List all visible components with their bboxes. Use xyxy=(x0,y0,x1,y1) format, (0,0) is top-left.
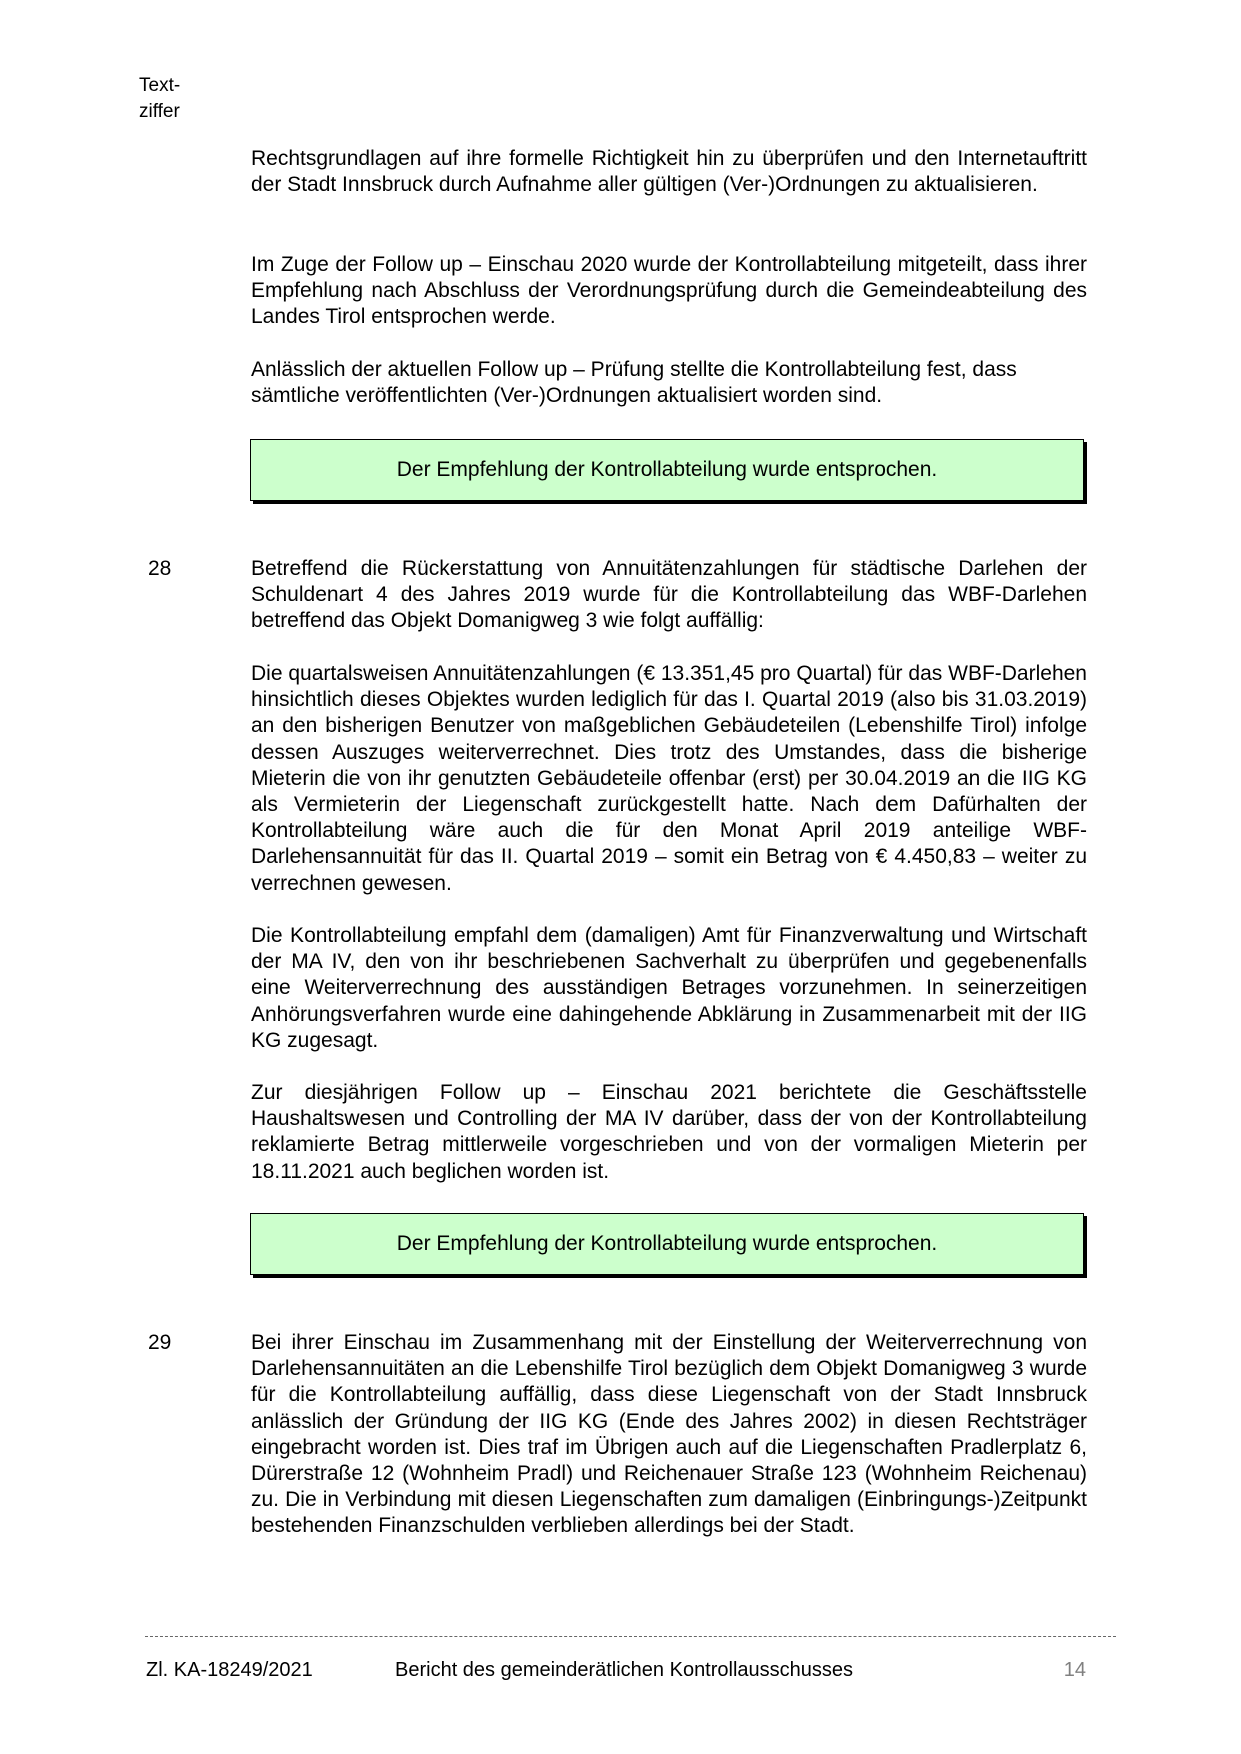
footer-report-title: Bericht des gemeinderätlichen Kontrollausschusses xyxy=(395,1659,854,1681)
margin-label-line2: ziffer xyxy=(139,101,180,122)
footer-page-number: 14 xyxy=(1063,1659,1086,1681)
section28-paragraph-3: Die Kontrollabteilung empfahl dem (damaligen) Amt für Finanzverwaltung und Wirtschaft der MA IV, den von ihr beschriebenen Sachverhalt zu überprüfen und gegebenenfalls eine Weiterverrechnung des ausständigen Betrages vorzunehmen. In seinerzeitigen Anhörungsverfahren wurde eine dahingehende Abklärung in Zusammenarbeit mit der IIG KG zugesagt. xyxy=(251,924,1087,1052)
margin-label-textziffer xyxy=(139,73,180,125)
section-number-28: 28 xyxy=(148,557,172,580)
section28-paragraph-1: Betreffend die Rückerstattung von Annuitätenzahlungen für städtische Darlehen der Schuldenart 4 des Jahres 2019 wurde für die Kontrollabteilung das WBF-Darlehen betreffend das Objekt Domanigweg 3 wie folgt auffällig: xyxy=(251,557,1087,633)
section28-paragraph-4: Zur diesjährigen Follow up – Einschau 2021 berichtete die Geschäftsstelle Haushaltswesen und Controlling der MA IV darüber, dass der von der Kontrollabteilung reklamierte Betrag mittlerweile vorgeschrieben und von der vormaligen Mieterin per 18.11.2021 auch beglichen worden ist. xyxy=(251,1081,1087,1183)
continuation-paragraph-1: Rechtsgrundlagen auf ihre formelle Richtigkeit hin zu überprüfen und den Internetauftritt der Stadt Innsbruck durch Aufnahme aller gültigen (Ver-)Ordnungen zu aktualisieren. xyxy=(251,147,1087,197)
margin-label-line1: Text- xyxy=(139,75,181,96)
recommendation-box-2-text: Der Empfehlung der Kontrollabteilung wurde entsprochen. xyxy=(396,1232,938,1255)
section28-paragraph-2: Die quartalsweisen Annuitätenzahlungen (€ 13.351,45 pro Quartal) für das WBF-Darlehen hinsichtlich dieses Objektes wurden lediglich für das I. Quartal 2019 (also bis 31.03.2019) an den bisherigen Benutzer von maßgeblichen Gebäudeteilen (Lebenshilfe Tirol) infolge dessen Auszuges weiterverrechnet. Dies trotz des Umstandes, dass die bisherige Mieterin die von ihr genutzten Gebäudeteile offenbar (erst) per 30.04.2019 an die IIG KG als Vermieterin der Liegenschaft zurückgestellt hatte. Nach dem Dafürhalten der Kontrollabteilung wäre auch die für den Monat April 2019 anteilige WBF-Darlehensannuität für das II. Quartal 2019 – somit ein Betrag von € 4.450,83 – weiter zu verrechnen gewesen. xyxy=(251,662,1087,895)
section29-paragraph-1: Bei ihrer Einschau im Zusammenhang mit der Einstellung der Weiterverrechnung von Darlehensannuitäten an die Lebenshilfe Tirol bezüglich dem Objekt Domanigweg 3 wurde für die Kontrollabteilung auffällig, dass diese Liegenschaft von der Stadt Innsbruck anlässlich der Gründung der IIG KG (Ende des Jahres 2002) in diesen Rechtsträger eingebracht worden ist. Dies traf im Übrigen auch auf die Liegenschaften Pradlerplatz 6, Dürerstraße 12 (Wohnheim Pradl) und Reichenauer Straße 123 (Wohnheim Reichenau) zu. Die in Verbindung mit diesen Liegenschaften zum damaligen (Einbringungs-)Zeitpunkt bestehenden Finanzschulden verblieben allerdings bei der Stadt. xyxy=(251,1331,1087,1538)
recommendation-box-1-text: Der Empfehlung der Kontrollabteilung wurde entsprochen. xyxy=(396,458,938,481)
footer-divider xyxy=(145,1636,1116,1637)
recommendation-box-2 xyxy=(250,1213,1084,1275)
continuation-paragraph-2: Im Zuge der Follow up – Einschau 2020 wurde der Kontrollabteilung mitgeteilt, dass ihrer Empfehlung nach Abschluss der Verordnungsprüfung durch die Gemeindeabteilung des Landes Tirol entsprochen werde. xyxy=(251,253,1087,329)
recommendation-box-1 xyxy=(250,439,1084,501)
footer-document-id: Zl. KA-18249/2021 xyxy=(146,1659,313,1681)
continuation-paragraph-3: Anlässlich der aktuellen Follow up – Prüfung stellte die Kontrollabteilung fest, dass sämtliche veröffentlichten (Ver-)Ordnungen aktualisiert worden sind. xyxy=(251,358,1017,408)
section-number-29: 29 xyxy=(148,1331,172,1354)
